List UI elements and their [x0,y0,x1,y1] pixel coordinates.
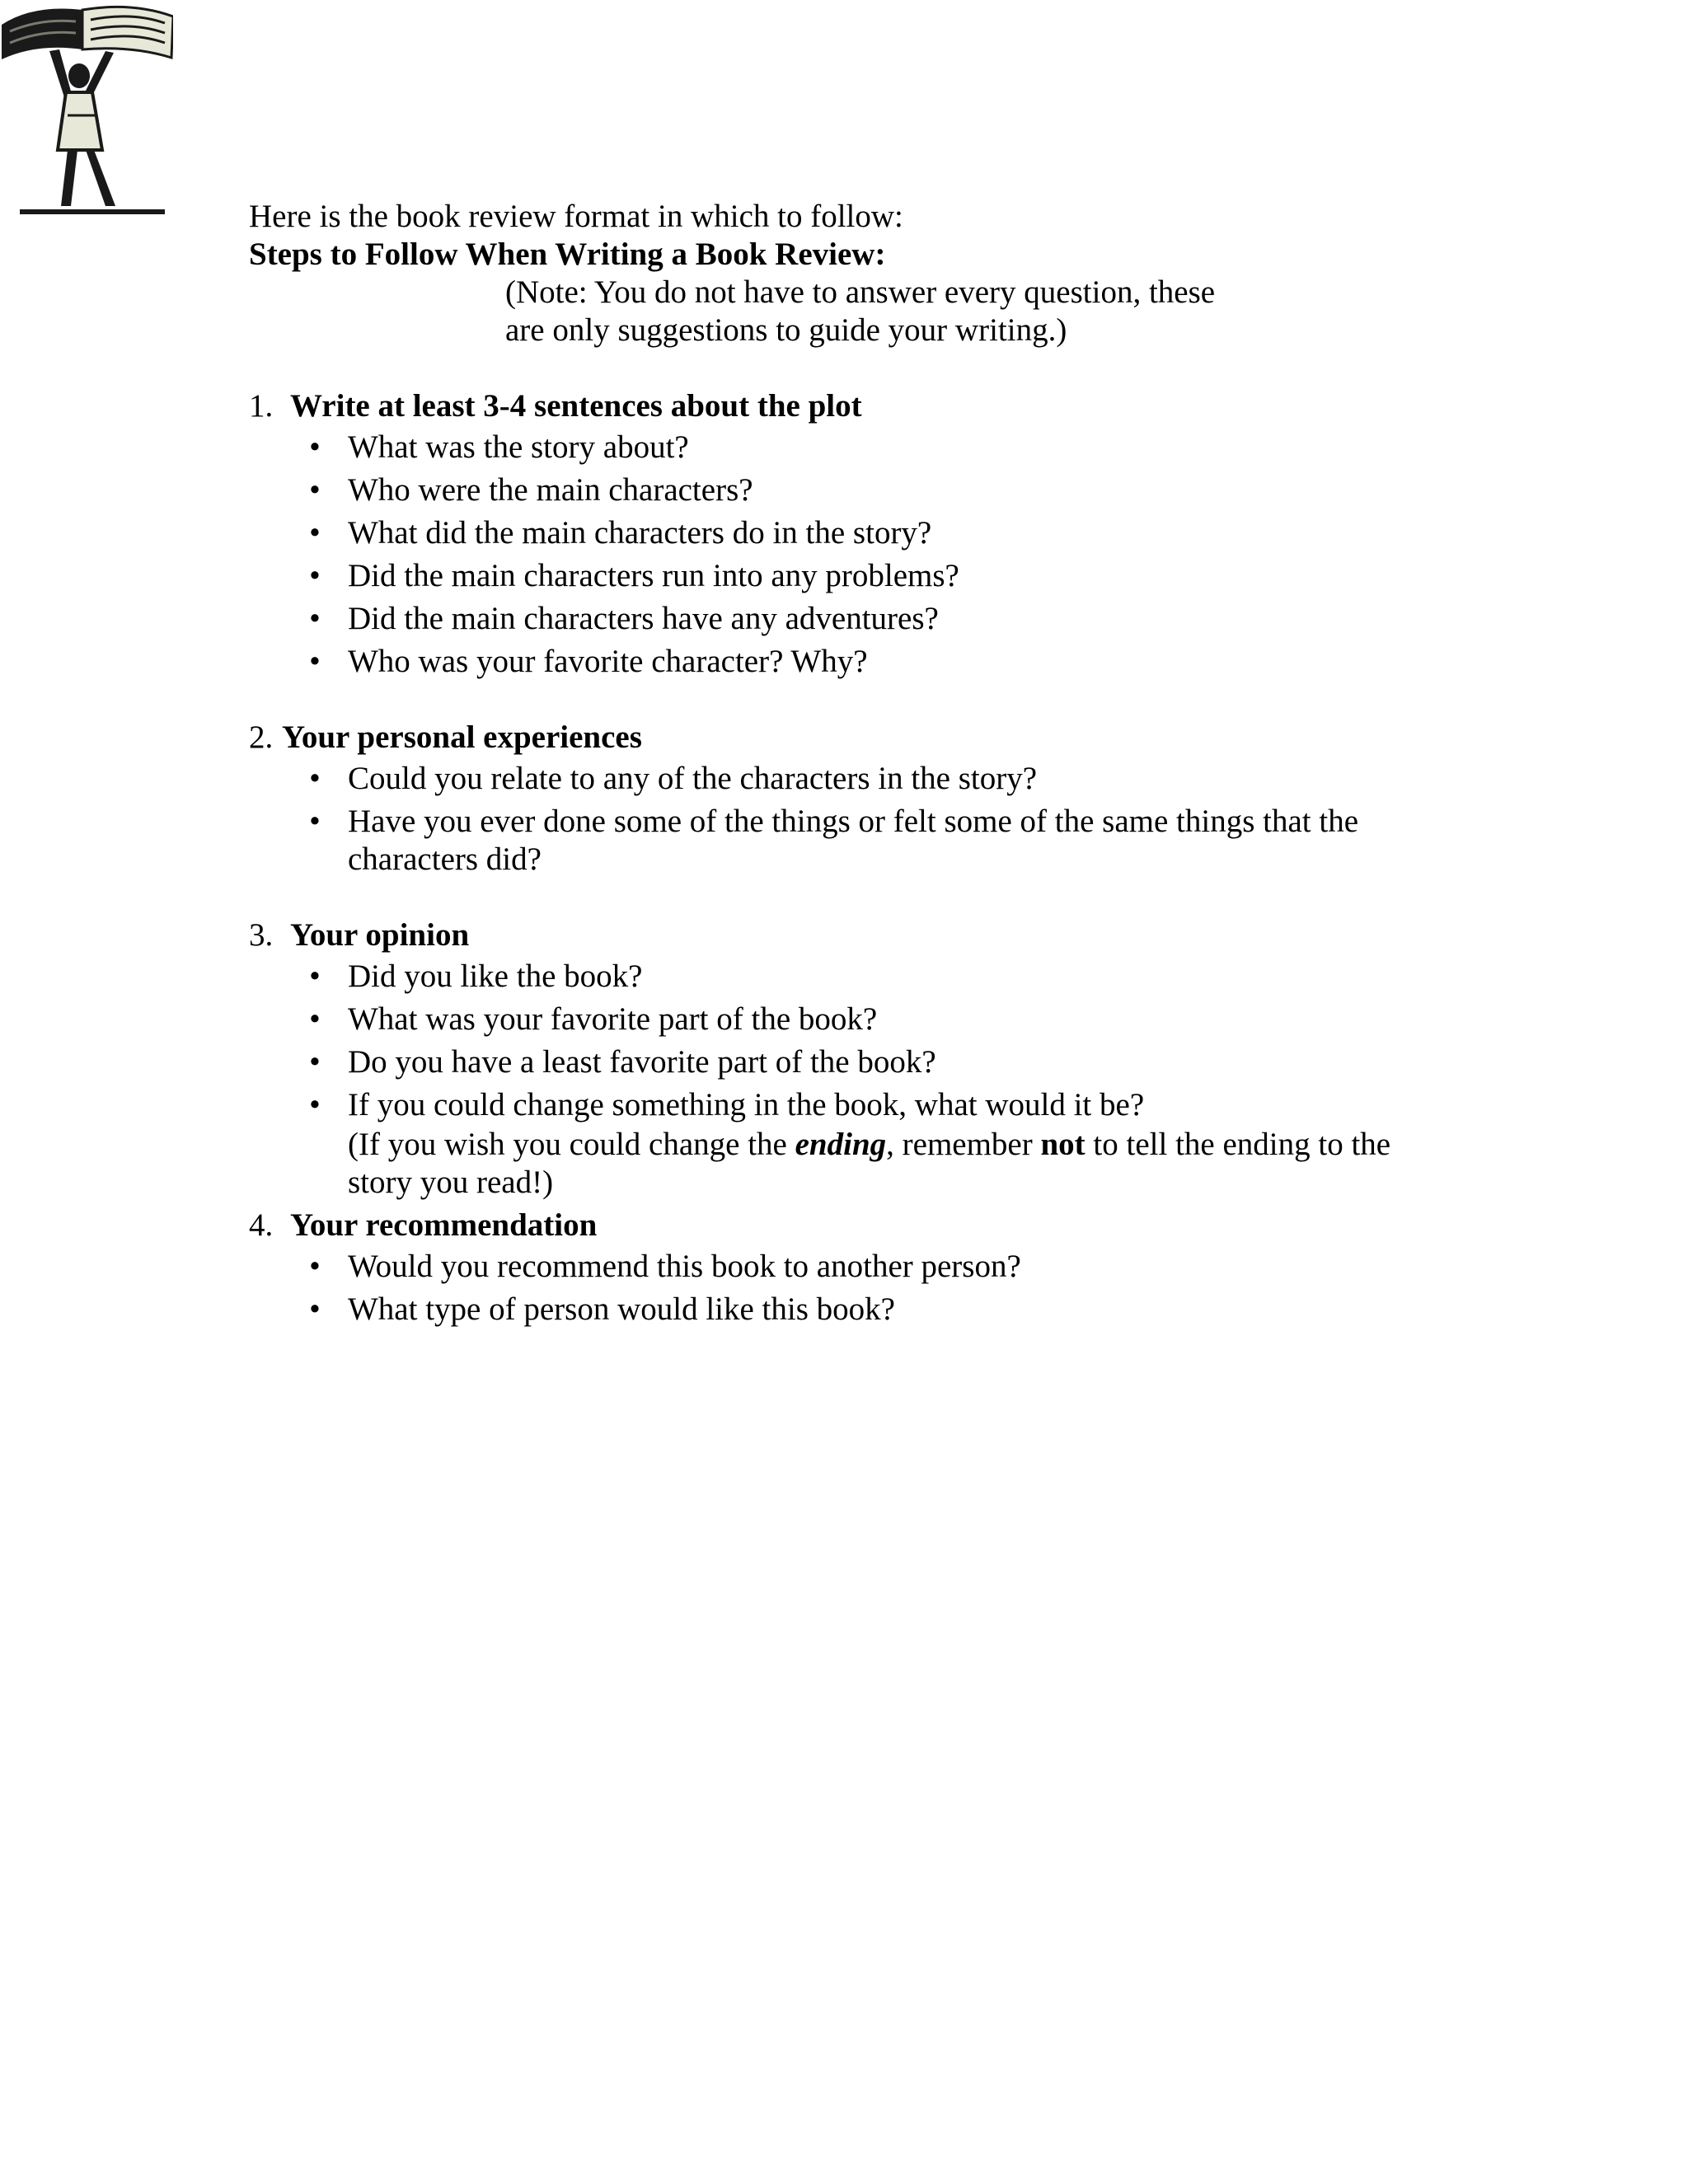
list-item: • What was your favorite part of the book? [249,1001,1452,1038]
section-heading [249,1207,1452,1244]
list-item: • Did the main characters run into any problems? [249,557,1452,595]
section-number: 2. [249,719,274,755]
list-item: • If you could change something in the book, what would it be? (If you wish you could change the ending, remember not to tell the ending to the story you read!) [249,1086,1452,1202]
bullet-icon: • [309,1249,321,1284]
intro-line: Here is the book review format in which to follow: [249,199,903,234]
question-list [249,760,1452,879]
bullet-icon: • [309,644,321,679]
list-item: • Have you ever done some of the things or felt some of the same things that the characters did? [249,803,1452,879]
list-item: • Did you like the book? [249,958,1452,996]
bullet-icon: • [309,558,321,593]
section-personal-experiences [249,719,1452,879]
list-item: • Do you have a least favorite part of the book? [249,1043,1452,1081]
list-item: • Who were the main characters? [249,471,1452,509]
section-title: Write at least 3-4 sentences about the plot [290,388,862,424]
bullet-icon: • [309,515,321,551]
section-title: Your recommendation [290,1207,598,1243]
list-item: • Could you relate to any of the characters in the story? [249,760,1452,798]
section-heading [249,719,1452,757]
section-heading [249,387,1452,425]
section-number: 1. [249,388,274,424]
list-item: • What was the story about? [249,429,1452,466]
section-title: Your personal experiences [282,719,642,755]
section-number: 3. [249,917,274,953]
ending-note-continuation: story you read!) [348,1165,554,1200]
section-title: Your opinion [290,917,470,953]
bullet-icon: • [309,429,321,465]
list-item: • Who was your favorite character? Why? [249,643,1452,681]
note-line-2: are only suggestions to guide your writing.) [505,312,1067,348]
list-item-continuation: characters did? [348,841,542,877]
list-item: • Did the main characters have any adventures? [249,600,1452,638]
person-holding-book-icon [0,0,173,218]
section-heading [249,916,1452,954]
bullet-icon: • [309,472,321,508]
question-list [249,958,1452,1202]
bullet-icon: • [309,761,321,796]
section-recommendation [249,1207,1452,1329]
question-list [249,429,1452,681]
document-title: Steps to Follow When Writing a Book Review: [249,237,886,272]
bullet-icon: • [309,1291,321,1327]
list-item: • What did the main characters do in the story? [249,514,1452,552]
ending-note: (If you wish you could change the ending, remember not to tell the ending to the [348,1127,1391,1162]
section-number: 4. [249,1207,274,1243]
book-review-document [249,198,1452,1333]
emphasis-not: not [1040,1127,1085,1162]
emphasis-ending: ending [795,1127,887,1162]
section-opinion [249,916,1452,1202]
question-list [249,1248,1452,1329]
bullet-icon: • [309,1044,321,1080]
bullet-icon: • [309,601,321,636]
note-line-1: (Note: You do not have to answer every question, these [505,274,1216,310]
bullet-icon: • [309,1001,321,1037]
bullet-icon: • [309,958,321,994]
section-plot [249,387,1452,681]
list-item: • Would you recommend this book to another person? [249,1248,1452,1286]
list-item: • What type of person would like this book? [249,1291,1452,1329]
bullet-icon: • [309,1087,321,1122]
bullet-icon: • [309,804,321,839]
